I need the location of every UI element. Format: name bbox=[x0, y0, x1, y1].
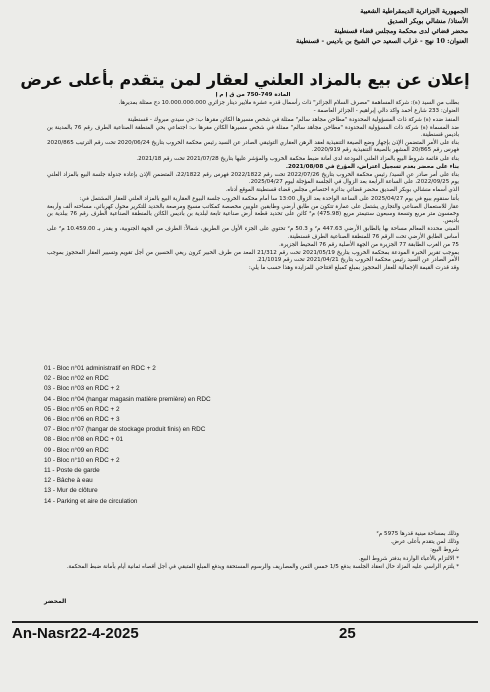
list-item: 06 - Bloc n°06 en RDC + 3 bbox=[44, 416, 120, 424]
list-item: 04 - Bloc n°04 (hangar magasin matière première) en RDC bbox=[44, 395, 211, 403]
list-item: 10 - Bloc n°10 en RDC + 2 bbox=[44, 456, 120, 464]
list-item: 01 - Bloc n°01 administratif en RDC + 2 bbox=[44, 365, 156, 372]
body-paragraph: العنوان: 233 شارع أحمد واكد دالي إبراهيم - الجزائر العاصمة - bbox=[313, 108, 459, 115]
conditions-line: وذلك لمن يتقدم بأعلى عرض. bbox=[390, 539, 459, 546]
body-paragraph: بناء على أمر صادر عن السيد/ رئيس محكمة الخروب بتاريخ 2022/07/26 تحت رقم 2022/1822 فهرس رقم 22/1822، المتضمن الإذن بإعادة جدولة جلسة البيع بالمزاد العلني يوم 2022/09/25، على الساعة الرابعة بعد الزوال في الجلسة المؤجلة ليوم 2025/04/27. bbox=[47, 172, 459, 186]
law-reference: المادة 749-750 من ق إ م إ bbox=[215, 92, 291, 98]
body-paragraph: الذي أسماه منشالي بوبكر الصديق محضر قضائي بدائرة اختصاص مجلس قضاء قسنطينة الموقع أدناه. bbox=[225, 187, 459, 194]
body-paragraph: ضد المسماة (ة) شركة ذات المسؤولية المحدودة "مطاحن مجاهد سالم" ممثلة في شخص مسيرها الكائن مقرها ب: اجتماعي بحي المنطقة الصناعية الطرف رقم 76 بالمدينة بن باديس قسنطينة. bbox=[47, 124, 459, 139]
building-lots-list bbox=[44, 364, 344, 507]
body-paragraph: بناء على الأمر المتضمن الإذن بإجهاز وضع الصيغة التنفيذية لعقد الرهن العقاري التوثيقي الصادر عن السيد رئيس محكمة الخروب بتاريخ 2020/06/24 تحت رقم الترتيب 2020/865 فهرس رقم 20/865 المشهر بالصيغة التنفيذية رقم 2020/919. bbox=[47, 140, 459, 154]
body-paragraph: وقد قدرت القيمة الإجمالية للعقار المحجوز بمبلغ كمبلغ افتتاحي للمزايدة وهذا حسب ما يلي: bbox=[248, 265, 459, 272]
list-item: 03 - Bloc n°03 en RDC + 2 bbox=[44, 385, 120, 393]
list-item: 08 - Bloc n°08 en RDC + 01 bbox=[44, 436, 124, 444]
list-item: 14 - Parking et aire de circulation bbox=[44, 497, 138, 505]
list-item: 12 - Bâche à eau bbox=[44, 477, 93, 485]
conditions-line: * يلتزم الراسي عليه المزاد حال انعقاد الجلسة بدفع 1/5 خمس الثمن والمصاريف والرسوم المستحقة ويدفع المبلغ المتبقي في أجل أقصاه ثمانية أيام بأمانة ضبط المحكمة. bbox=[66, 563, 459, 570]
list-item: 13 - Mur de clôture bbox=[44, 487, 98, 495]
header-line: الأستاذ/ منشالي بوبكر الصديق bbox=[387, 17, 468, 25]
page-number: 25 bbox=[339, 625, 356, 642]
body-paragraph: المنفذ ضده (ة) شركة ذات المسؤولية المحدودة "مطاحن مجاهد سالم" ممثلة في شخص مسيرها الكائن مقرها ب: حي سيدي مبروك - قسنطينة bbox=[127, 116, 459, 123]
body-paragraph: المبنى محددة المعالم مساحة بها بالطابق الأرضي 447.63 م² و 50.3 م² تحتوي على الجزء الأول من الطريق، شمالاً: الطرف من الجهة الجنوبية، و يقدر بـ 10.459.00 م² على أساس الطابق الأرضي تحت الرقم 76 للمنطقة الصناعية الطرف قسنطينة. bbox=[47, 226, 459, 240]
body-paragraph: عقار للاستعمال الصناعي والتجاري يشتمل على عمارة تتكون من طابق أرضي وطابقين علويين مخصصة كمكاتب مسيج ومرصعة بالحديد للتكرير محول كهربائي، مساحته ألف وأربعة وخمسون متر مربع وتسعة وسبعون سنتيمتر مربع (475.98) م² كائن على تحديد قطعة أرض صناعية تابعة لبلدية بن باديس الكائن بالمنطقة الصناعية الطرف رقم 76 ببلدية بن باديس. bbox=[47, 203, 459, 225]
sale-conditions bbox=[47, 530, 459, 571]
bailiff-header bbox=[228, 6, 468, 46]
list-item: 09 - Bloc n°09 en RDC bbox=[44, 446, 109, 454]
page-footer-bar bbox=[12, 621, 478, 643]
body-paragraph: 75 من الغرب الطابقة 77 الجزيرة من الجهة الأصلية رقم 76 المحيط الجزيرة. bbox=[279, 241, 459, 248]
announcement-title: إعلان عن بيع بالمزاد العلني لعقار لمن يتقدم بأعلى عرض bbox=[20, 70, 470, 89]
list-item: 11 - Poste de garde bbox=[44, 467, 100, 475]
conditions-line: شروط البيع: bbox=[430, 547, 459, 554]
body-paragraph: بناء على قائمة شروط البيع بالمزاد العلني المودعة لدى أمانة ضبط محكمة الخروب والمؤشر عليها بتاريخ 2021/07/28 تحت رقم 2021/18. bbox=[136, 155, 459, 162]
conditions-line: وذلك بمساحة مبنية قدرها 5975 م² bbox=[376, 531, 459, 537]
list-item: 07 - Bloc n°07 (hangar de stockage produit finis) en RDC bbox=[44, 426, 206, 434]
newspaper-name: An-Nasr22-4-2025 bbox=[12, 625, 139, 642]
header-line: العنوان: 10 نهج - غراب السعيد حي الشيخ بن باديس - قسنطينة bbox=[296, 37, 468, 45]
body-paragraph: بناء على محضر بعدم تسجيل اعتراض، المؤرخ في 2021/08/08. bbox=[285, 163, 459, 170]
announcement-body bbox=[47, 92, 459, 358]
conditions-line: * الالتزام بالأعباء الواردة بدفتر شروط البيع. bbox=[358, 555, 459, 562]
signature-label: المحضر bbox=[44, 598, 67, 605]
body-paragraph: بطلب من السيد (ة): شركة المساهمة "مصرف السلام الجزائر" ذات رأسمال قدره عشرة ملايير دينار جزائري 10.000.000.000 دج ممثلة بمديرها. bbox=[118, 100, 459, 107]
body-paragraph: بموجب تقرير الخبرة المودعة بمحكمة الخروب بتاريخ 2021/05/19 تحت رقم 21/312 المعد من طرف الخبير كرون ريغي الحسين من أجل تقويم وتسيير العقار المحجوز بموجب الأمر الصادر عن السيد رئيس محكمة الخروب بتاريخ 2021/04/21 تحت رقم 21/1019. bbox=[47, 250, 459, 264]
list-item: 05 - Bloc n°05 en RDC + 2 bbox=[44, 405, 120, 413]
header-line: محضر قضائي لدى محكمة ومجلس قضاء قسنطينة bbox=[334, 27, 468, 35]
header-line: الجمهورية الجزائرية الديمقراطية الشعبية bbox=[360, 7, 468, 15]
body-paragraph: بأننا سنقوم ببيع في يوم 2025/04/27 على الساعة الواحدة بعد الزوال 13:00 سا أمام محكمة الخروب جلسة البيوع العقارية البيع بالمزاد العلني للعقار المشتمل في: bbox=[79, 195, 459, 202]
list-item: 02 - Bloc n°02 en RDC bbox=[44, 375, 109, 383]
